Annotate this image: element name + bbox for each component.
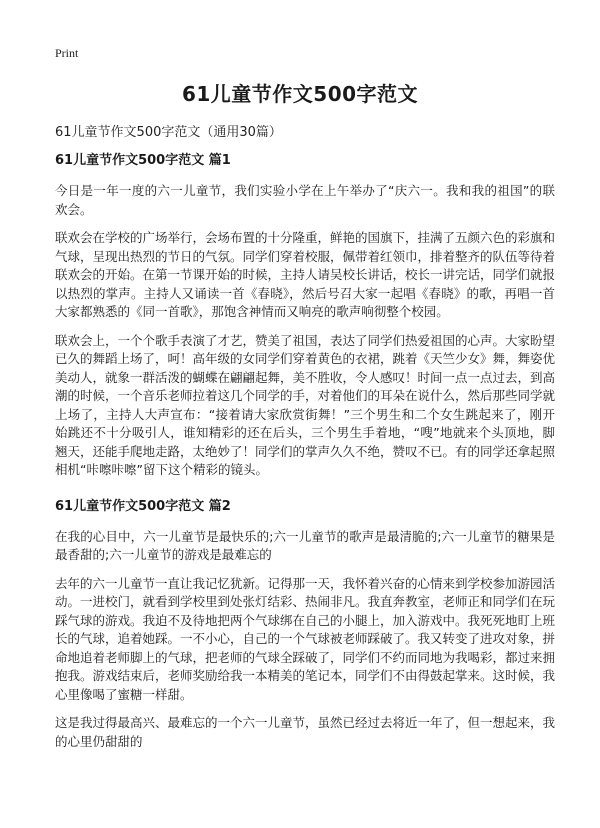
section-heading-2: 61儿童节作文500字范文 篇2 <box>55 498 231 514</box>
paragraph-2-1: 在我的心目中，六一儿童节是最快乐的;六一儿童节的歌声是最清脆的;六一儿童节的糖果是最香甜的;六一儿童节的游戏是最难忘的 <box>55 528 555 562</box>
paragraph-1-3: 联欢会上，一个个歌手表演了才艺，赞美了祖国，表达了同学们热爱祖国的心声。大家盼望已久的舞蹈上场了，呵！高年级的女同学们穿着黄色的衣裙，跳着《天竺少女》舞，舞姿优美动人，就象一群活泼的蝴蝶在翩翩起舞，美不胜收，令人感叹！时间一点一点过去，到高潮的时候，一个音乐老师拉着这几个同学的手，对着他们的耳朵在说什么，然后那些同学就上场了，主持人大声宣布：“接着请大家欣赏街舞！”三个男生和二个女生跳起来了，刚开始跳还不十分吸引人，谁知精彩的还在后头，三个男生手着地，“嗖”地就来个头顶地，脚翘天，还能手爬地走路，太绝妙了！同学们的掌声久久不绝，赞叹不已。有的同学还拿起照相机“咔嚓咔嚓”留下这个精彩的镜头。 <box>55 332 556 477</box>
paragraph-1-1: 今日是一年一度的六一儿童节，我们实验小学在上午举办了“庆六一。我和我的祖国”的联欢会。 <box>55 183 555 217</box>
print-link[interactable]: Print <box>55 46 79 60</box>
document-body <box>55 148 555 751</box>
paragraph-2-2: 去年的六一儿童节一直让我记忆犹新。记得那一天，我怀着兴奋的心情来到学校参加游园活动。一进校门，就看到学校里到处张灯结彩、热闹非凡。我直奔教室，老师正和同学们在玩踩气球的游戏。我迫不及待地把两个气球绑在自己的小腿上，加入游戏中。我死死地盯上班长的气球，追着她踩。一不小心，自己的一个气球被老师踩破了。我又转变了进攻对象，拼命地追着老师脚上的气球，把老师的气球全踩破了，同学们不约而同地为我喝彩，都过来拥抱我。游戏结束后，老师奖励给我一本精美的笔记本，同学们不由得鼓起掌来。这时候，我心里像喝了蜜糖一样甜。 <box>55 575 556 702</box>
paragraph-2-3: 这是我过得最高兴、最难忘的一个六一儿童节，虽然已经过去将近一年了，但一想起来，我的心里仍甜甜的 <box>55 715 556 749</box>
document-title: 61儿童节作文500字范文 <box>181 82 419 106</box>
document-subtitle: 61儿童节作文500字范文（通用30篇） <box>55 125 282 140</box>
section-heading-1: 61儿童节作文500字范文 篇1 <box>55 153 231 168</box>
paragraph-1-2: 联欢会在学校的广场举行，会场布置的十分隆重，鲜艳的国旗下，挂满了五颜六色的彩旗和气球，呈现出热烈的节日的气氛。同学们穿着校服，佩带着红领巾，排着整齐的队伍等待着联欢会的开始。在第一节课开始的时候，主持人请吴校长讲话，校长一讲完话，同学们就报以热烈的掌声。主持人又诵读一首《春晓》，然后号召大家一起唱《春晓》的歌，再唱一首大家都熟悉的《同一首歌》，那饱含神情而又响亮的歌声响彻整个校园。 <box>55 230 556 319</box>
